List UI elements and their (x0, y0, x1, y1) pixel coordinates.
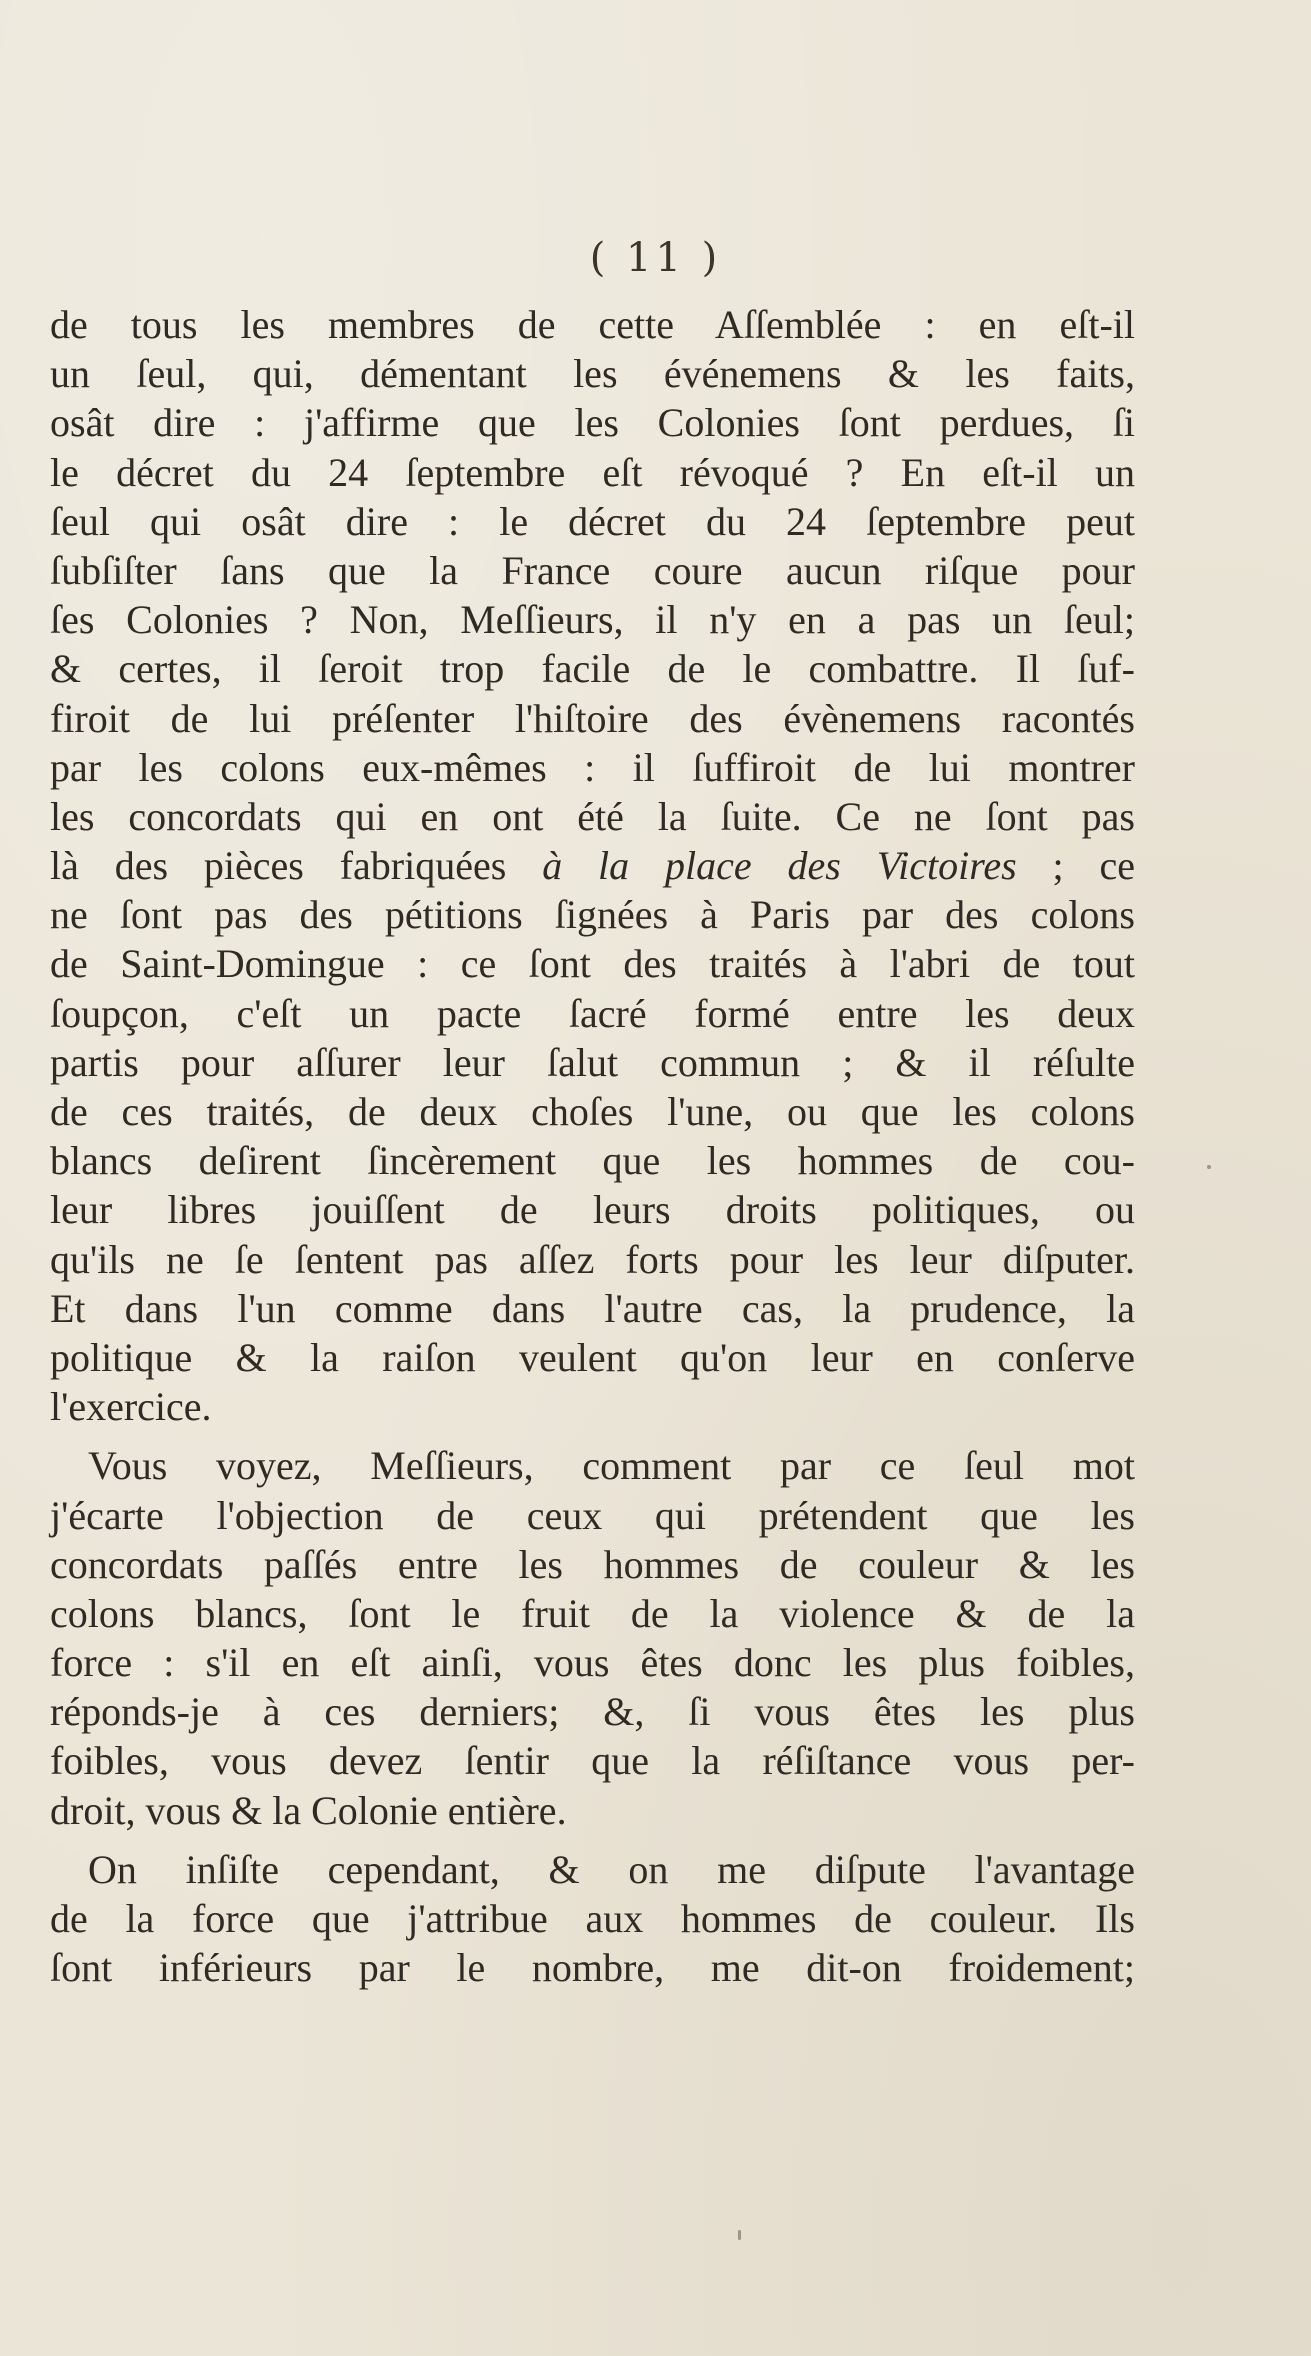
text-line: ſubſiſter ſans que la France coure aucun riſque pour (50, 547, 1135, 593)
text-line: droit, vous & la Colonie entière. (50, 1787, 567, 1833)
body-text (50, 300, 1135, 1992)
text-line: ſoupçon, c'eſt un pacte ſacré formé entre les deux (50, 990, 1135, 1036)
text-line: ſeul qui osât dire : le décret du 24 ſeptembre peut (50, 498, 1135, 544)
text-line: ſont inférieurs par le nombre, me dit-on froidement; (50, 1945, 1135, 1991)
text-line: force : s'il en eſt ainſi, vous êtes donc les plus foibles, (50, 1640, 1135, 1686)
text-line: foibles, vous devez ſentir que la réſiſtance vous per- (50, 1738, 1135, 1784)
text-line: politique & la raiſon veulent qu'on leur en conſerve (50, 1334, 1135, 1380)
page-number: ( 11 ) (589, 235, 722, 281)
text-line: j'écarte l'objection de ceux qui prétendent que les (50, 1492, 1135, 1538)
text-line: les concordats qui en ont été la ſuite. Ce ne ſont pas (50, 793, 1135, 839)
paragraph-3 (50, 1845, 1135, 1993)
text-line: On inſiſte cependant, & on me diſpute l'avantage (88, 1846, 1135, 1892)
text-line: blancs deſirent ſincèrement que les hommes de cou- (50, 1138, 1135, 1184)
text-line: concordats paſſés entre les hommes de couleur & les (50, 1541, 1135, 1587)
text-line: de la force que j'attribue aux hommes de couleur. Ils (50, 1896, 1135, 1941)
text-line: osât dire : j'affirme que les Colonies ſont perdues, ſi (50, 400, 1135, 446)
text-line: un ſeul, qui, démentant les événemens & les faits, (50, 351, 1135, 397)
paragraph-1 (50, 300, 1135, 1431)
text-line: l'exercice. (50, 1384, 212, 1430)
text-line: firoit de lui préſenter l'hiſtoire des évènemens racontés (50, 695, 1135, 741)
paper-speck (1207, 1165, 1211, 1169)
text-line: réponds-je à ces derniers; &, ſi vous êtes les plus (50, 1689, 1135, 1735)
text-line: de ces traités, de deux choſes l'une, ou que les colons (50, 1089, 1135, 1134)
text-line-with-italic (50, 841, 1135, 890)
paper-speck (738, 2230, 741, 2240)
text-segment: ; ce (1052, 843, 1136, 889)
text-line: de Saint-Domingue : ce ſont des traités à l'abri de tout (50, 941, 1135, 987)
paragraph-gap (50, 1835, 1135, 1845)
paragraph-gap (50, 1431, 1135, 1441)
text-line: leur libres jouiſſent de leurs droits politiques, ou (50, 1187, 1135, 1233)
text-line: qu'ils ne ſe ſentent pas aſſez forts pour les leur diſputer. (50, 1236, 1135, 1282)
text-line: partis pour aſſurer leur ſalut commun ; & il réſulte (50, 1039, 1135, 1085)
text-segment: là des pièces fabriquées (50, 843, 507, 889)
text-line: & certes, il ſeroit trop facile de le combattre. Il ſuf- (50, 646, 1135, 692)
text-line: de tous les membres de cette Aſſemblée : en eſt-il (50, 302, 1135, 347)
italic-phrase: à la place des Victoires (542, 843, 1017, 889)
text-line: Vous voyez, Meſſieurs, comment par ce ſeul mot (88, 1443, 1135, 1489)
text-line: Et dans l'un comme dans l'autre cas, la prudence, la (50, 1285, 1135, 1331)
text-line: par les colons eux-mêmes : il ſuffiroit de lui montrer (50, 744, 1135, 790)
text-line: colons blancs, ſont le fruit de la violence & de la (50, 1590, 1135, 1636)
paragraph-2 (50, 1441, 1135, 1835)
text-line: ne ſont pas des pétitions ſignées à Paris par des colons (50, 892, 1135, 938)
text-line: ſes Colonies ? Non, Meſſieurs, il n'y en a pas un ſeul; (50, 597, 1135, 643)
text-line: le décret du 24 ſeptembre eſt révoqué ? En eſt-il un (50, 449, 1135, 495)
